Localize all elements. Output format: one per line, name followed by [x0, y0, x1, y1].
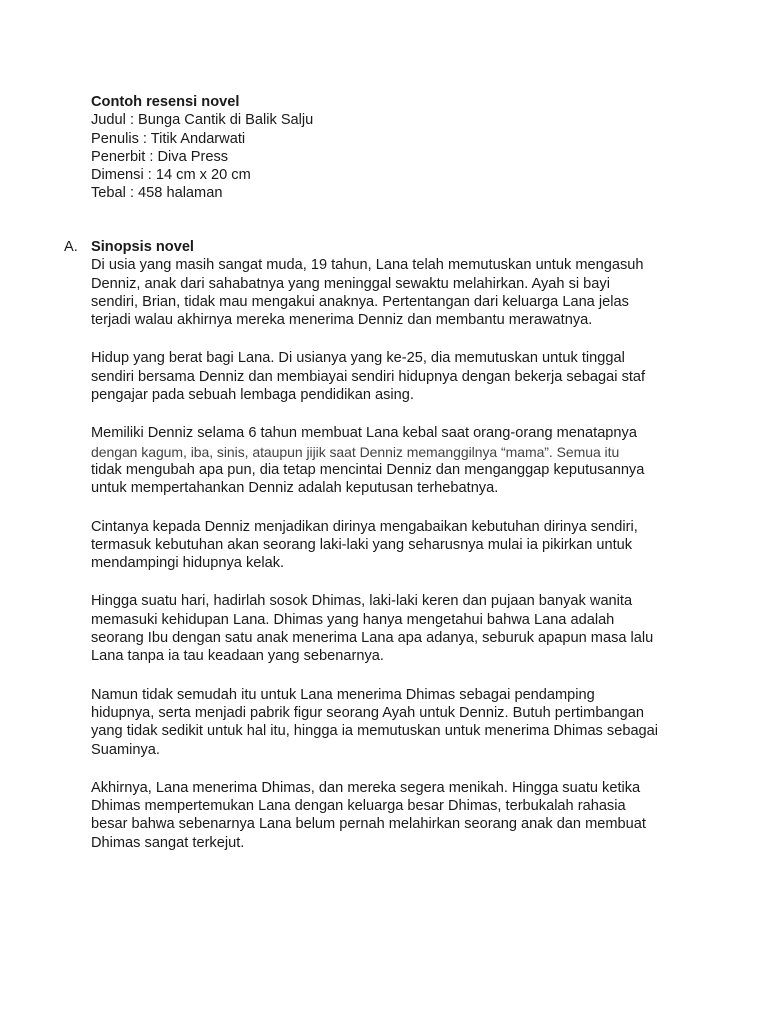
text-line: dengan kagum, iba, sinis, ataupun jijik saat Denniz memanggilnya “mama”. Semua itu: [91, 443, 620, 460]
text-line: Denniz, anak dari sahabatnya yang meninggal sewaktu melahirkan. Ayah si bayi: [91, 275, 610, 292]
text-line: yang tidak sedikit untuk hal itu, hingga ia memutuskan untuk menerima Dhimas sebagai: [91, 723, 659, 740]
synopsis-section: [64, 238, 691, 872]
field-penerbit: Penerbit : Diva Press: [91, 148, 229, 165]
text-line: hidupnya, serta menjadi pabrik figur seorang Ayah untuk Denniz. Butuh pertimbangan: [91, 704, 645, 721]
synopsis-paragraph: [91, 518, 691, 573]
section-marker: A.: [64, 239, 78, 255]
field-tebal: Tebal : 458 halaman: [91, 185, 223, 202]
text-line: untuk mempertahankan Denniz adalah keputusan terhebatnya.: [91, 480, 499, 497]
synopsis-paragraph: [91, 256, 691, 329]
field-penulis: Penulis : Titik Andarwati: [91, 130, 246, 147]
text-line: Hingga suatu hari, hadirlah sosok Dhimas, laki-laki keren dan pujaan banyak wanita: [91, 593, 633, 610]
synopsis-paragraph: [91, 424, 691, 497]
text-line: besar bahwa sebenarnya Lana belum pernah melahirkan seorang anak dan membuat: [91, 816, 646, 833]
review-title: Contoh resensi novel: [91, 94, 240, 110]
field-dimensi: Dimensi : 14 cm x 20 cm: [91, 167, 251, 184]
section-heading: Sinopsis novel: [91, 239, 194, 255]
text-line: sendiri, Brian, tidak mau mengakui anaknya. Pertentangan dari keluarga Lana jelas: [91, 293, 629, 310]
review-header: [91, 93, 313, 203]
text-line: memasuki kehidupan Lana. Dhimas yang hanya mengetahui bahwa Lana adalah: [91, 611, 615, 628]
text-line: Akhirnya, Lana menerima Dhimas, dan mereka segera menikah. Hingga suatu ketika: [91, 779, 641, 796]
text-line: seorang Ibu dengan satu anak menerima Lana apa adanya, seburuk apapun masa lalu: [91, 630, 654, 647]
text-line: Suaminya.: [91, 741, 160, 758]
text-line: Memiliki Denniz selama 6 tahun membuat Lana kebal saat orang-orang menatapnya: [91, 425, 637, 442]
text-line: Dhimas mempertemukan Lana dengan keluarga besar Dhimas, terbukalah rahasia: [91, 798, 626, 815]
text-line: mendampingi hidupnya kelak.: [91, 555, 285, 572]
text-line: Cintanya kepada Denniz menjadikan dirinya mengabaikan kebutuhan dirinya sendiri,: [91, 518, 638, 535]
synopsis-paragraphs: [91, 256, 691, 852]
synopsis-paragraph: [91, 349, 691, 404]
text-line: tidak mengubah apa pun, dia tetap mencintai Denniz dan menganggap keputusannya: [91, 461, 645, 478]
text-line: sendiri bersama Denniz dan membiayai sendiri hidupnya dengan bekerja sebagai staf: [91, 368, 646, 385]
synopsis-paragraph: [91, 779, 691, 852]
text-line: Hidup yang berat bagi Lana. Di usianya yang ke-25, dia memutuskan untuk tinggal: [91, 350, 625, 367]
field-judul: Judul : Bunga Cantik di Balik Salju: [91, 112, 314, 129]
synopsis-paragraph: [91, 592, 691, 665]
text-line: terjadi walau akhirnya mereka menerima Denniz dan membantu merawatnya.: [91, 312, 593, 329]
text-line: Namun tidak semudah itu untuk Lana menerima Dhimas sebagai pendamping: [91, 686, 595, 703]
text-line: pengajar pada sebuah lembaga pendidikan asing.: [91, 387, 414, 404]
synopsis-paragraph: [91, 686, 691, 759]
text-line: termasuk kebutuhan akan seorang laki-laki yang seharusnya mulai ia pikirkan untuk: [91, 536, 633, 553]
text-line: Dhimas sangat terkejut.: [91, 834, 245, 851]
text-line: Di usia yang masih sangat muda, 19 tahun, Lana telah memutuskan untuk mengasuh: [91, 257, 644, 274]
text-line: Lana tanpa ia tau keadaan yang sebenarnya.: [91, 648, 384, 665]
